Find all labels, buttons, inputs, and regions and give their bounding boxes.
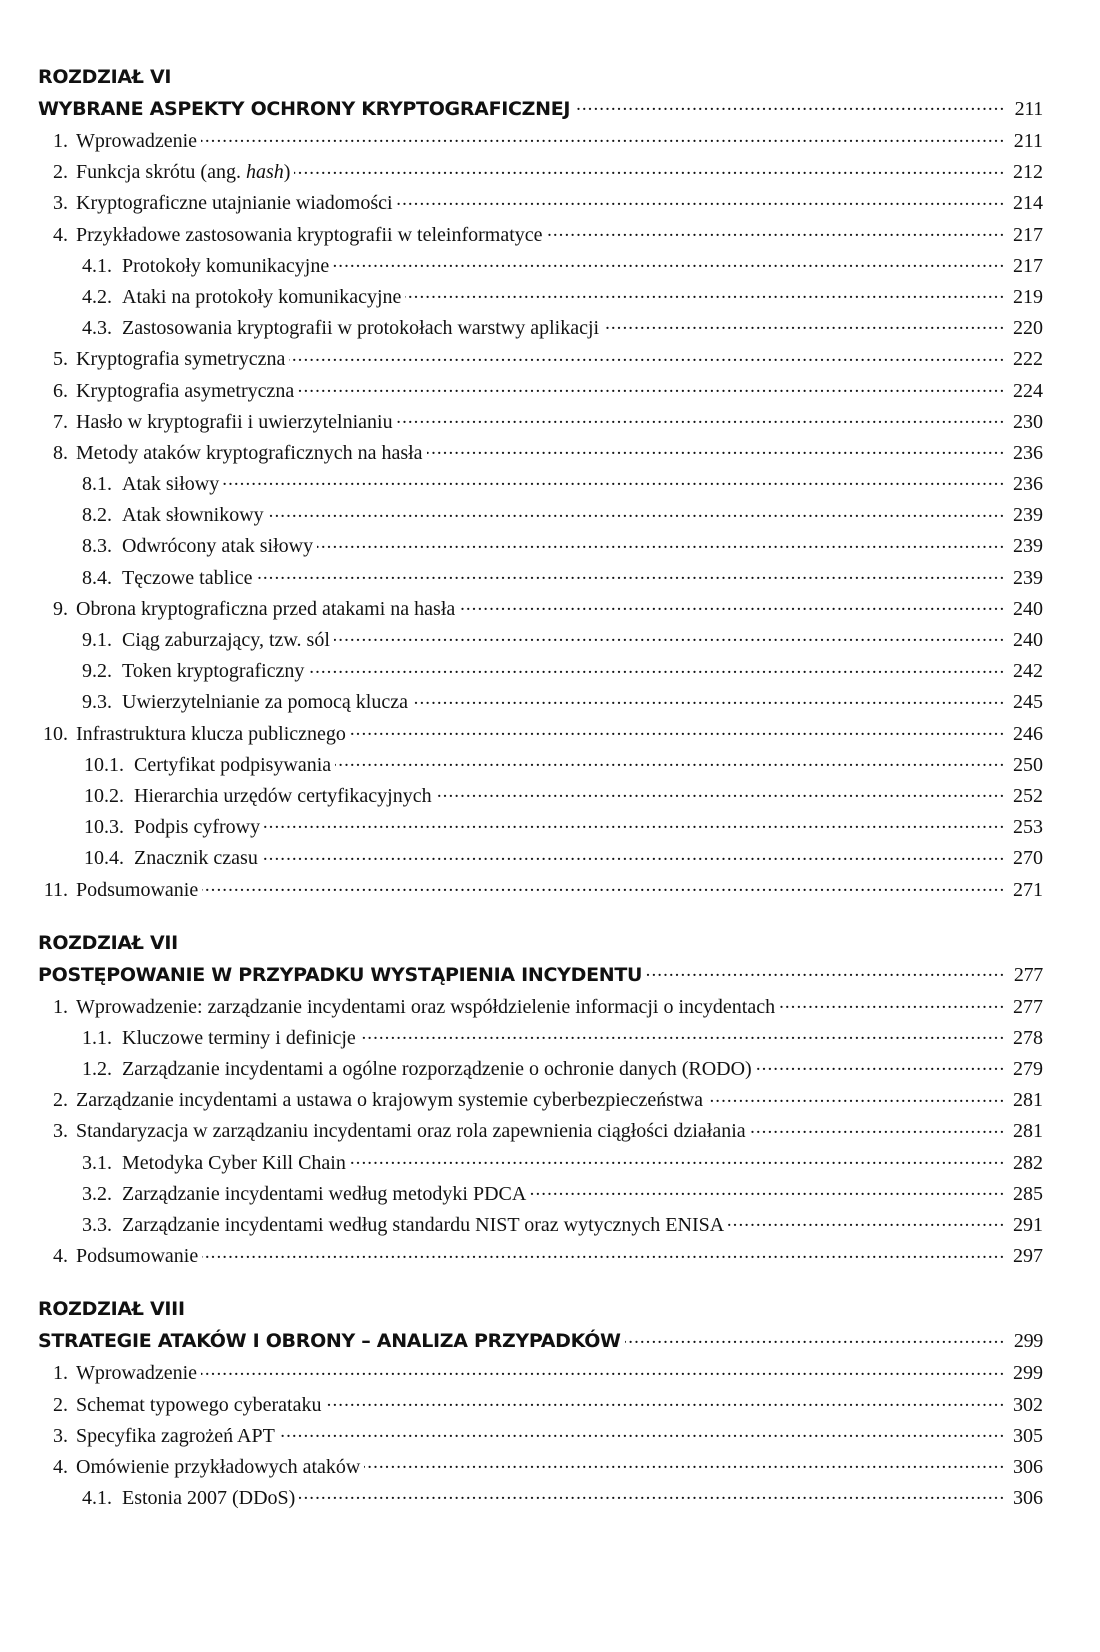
- page-number: 277: [1013, 995, 1043, 1018]
- chapter-title-row[interactable]: [38, 1324, 1043, 1358]
- toc-entry[interactable]: [38, 1054, 1043, 1085]
- dot-leader: [325, 1391, 1003, 1411]
- entry-title-text: Hasło w kryptografii i uwierzytelnianiu: [76, 410, 393, 433]
- page-number: 239: [1013, 504, 1043, 527]
- entry-list: [38, 1358, 1043, 1514]
- entry-number: 4.: [53, 1245, 68, 1268]
- entry-number: 2.: [53, 1089, 68, 1112]
- entry-title-text: Protokoły komunikacyjne: [122, 254, 330, 277]
- entry-number: 10.3.: [84, 816, 124, 839]
- entry-title: [76, 1390, 321, 1421]
- entry-title: [122, 313, 599, 344]
- entry-title-text: Estonia 2007 (DDoS): [122, 1487, 296, 1510]
- entry-number: 7.: [53, 410, 68, 433]
- page-number: 279: [1013, 1058, 1043, 1081]
- entry-number: 1.1.: [82, 1026, 112, 1049]
- entry-title-text: Ciąg zaburzający, tzw. sól: [122, 629, 330, 651]
- entry-title: [76, 376, 294, 407]
- toc-entry[interactable]: [38, 812, 1043, 843]
- page-number: 212: [1013, 161, 1043, 184]
- page-number: 285: [1013, 1182, 1043, 1205]
- toc-entry[interactable]: [38, 1390, 1043, 1421]
- page-number: 299: [1013, 1330, 1043, 1353]
- entry-title: [122, 531, 313, 562]
- entry-title: [122, 1179, 526, 1210]
- toc-entry[interactable]: [38, 656, 1043, 687]
- entry-title-text: Wprowadzenie: [76, 130, 198, 152]
- page-number: 217: [1013, 223, 1043, 246]
- toc-entry[interactable]: [38, 407, 1043, 438]
- dot-leader: [308, 657, 1003, 677]
- page-number: 270: [1013, 847, 1043, 870]
- entry-number: 6.: [53, 379, 68, 402]
- dot-leader: [756, 1055, 1003, 1075]
- toc-entry[interactable]: [38, 992, 1043, 1023]
- page-number: 282: [1013, 1151, 1043, 1174]
- entry-number: 4.1.: [82, 1487, 112, 1510]
- page-number: 240: [1013, 629, 1043, 651]
- entry-title-text: Obrona kryptograficzna przed atakami na hasła: [76, 597, 456, 620]
- dot-leader: [397, 408, 1003, 428]
- toc-entry[interactable]: [38, 1241, 1043, 1272]
- entry-number: 3.: [53, 1120, 68, 1143]
- entry-title: [76, 992, 775, 1023]
- dot-leader: [750, 1117, 1003, 1137]
- page-number: 277: [1013, 963, 1043, 986]
- toc-entry[interactable]: [38, 344, 1043, 375]
- chapter-title: WYBRANE ASPEKTY OCHRONY KRYPTOGRAFICZNEJ: [38, 98, 571, 120]
- entry-title-text: Atak słownikowy: [122, 504, 264, 527]
- entry-title-text: Omówienie przykładowych ataków: [76, 1455, 361, 1478]
- entry-number: 3.1.: [82, 1151, 112, 1174]
- entry-title-text: Zarządzanie incydentami a ustawa o krajowym systemie cyberbezpieczeństwa: [76, 1089, 703, 1112]
- dot-leader: [335, 751, 1003, 771]
- toc-entry[interactable]: [38, 750, 1043, 781]
- page-number: 211: [1013, 130, 1043, 152]
- dot-leader: [201, 1359, 1003, 1379]
- entry-number: 4.: [53, 223, 68, 246]
- toc-entry[interactable]: [38, 687, 1043, 718]
- page-number: 214: [1013, 192, 1043, 215]
- chapter-8: [38, 1294, 1043, 1514]
- entry-title: [76, 157, 290, 188]
- dot-leader: [256, 564, 1003, 584]
- entry-number: 3.: [53, 192, 68, 215]
- entry-title-text: Certyfikat podpisywania: [134, 753, 332, 776]
- entry-title-text: Kryptografia asymetryczna: [76, 379, 295, 402]
- dot-leader: [264, 813, 1003, 833]
- entry-title-text: Podsumowanie: [76, 878, 199, 901]
- entry-title-text: Token kryptograficzny: [122, 660, 305, 683]
- entry-title-text: Zarządzanie incydentami według metodyki PDCA: [122, 1182, 527, 1205]
- entry-number: 4.: [53, 1455, 68, 1478]
- toc-entry[interactable]: [38, 781, 1043, 812]
- entry-number: 1.: [53, 130, 68, 152]
- entry-title-suffix: ): [283, 161, 291, 184]
- entry-title: [122, 282, 401, 313]
- page-number: 211: [1014, 98, 1043, 120]
- entry-title: [76, 1116, 746, 1147]
- entry-title: [134, 843, 258, 874]
- entry-title-italic: hash: [245, 161, 284, 184]
- dot-leader: [268, 501, 1003, 521]
- toc-entry[interactable]: [38, 1358, 1043, 1389]
- dot-leader: [317, 532, 1003, 552]
- page-number: 306: [1013, 1455, 1043, 1478]
- dot-leader: [436, 782, 1003, 802]
- toc-entry[interactable]: [38, 126, 1043, 157]
- entry-title-text: Kluczowe terminy i definicje: [122, 1026, 356, 1049]
- chapter-6: [38, 62, 1043, 906]
- page-number: 253: [1013, 816, 1043, 839]
- entry-title-text: Infrastruktura klucza publicznego: [76, 722, 346, 745]
- page-number: 299: [1013, 1362, 1043, 1385]
- entry-title-text: Hierarchia urzędów certyfikacyjnych: [134, 784, 432, 807]
- page-number: 239: [1013, 566, 1043, 589]
- entry-title-text: Odwrócony atak siłowy: [122, 535, 314, 558]
- entry-title: [122, 1023, 356, 1054]
- entry-title-text: Tęczowe tablice: [122, 566, 253, 589]
- entry-number: 10.: [43, 722, 68, 745]
- page-number: 305: [1013, 1424, 1043, 1447]
- entry-number: 8.1.: [82, 473, 112, 496]
- entry-title-text: Przykładowe zastosowania kryptografii w teleinformatyce: [76, 223, 543, 246]
- entry-title: [122, 251, 329, 282]
- entry-number: 9.3.: [82, 691, 112, 714]
- table-of-contents: [38, 62, 1043, 1536]
- entry-number: 4.1.: [82, 254, 112, 277]
- entry-title-text: Kryptograficzne utajnianie wiadomości: [76, 192, 393, 215]
- entry-number: 8.3.: [82, 535, 112, 558]
- entry-number: 4.3.: [82, 317, 112, 340]
- page-number: 291: [1013, 1214, 1043, 1236]
- entry-title: [122, 656, 304, 687]
- toc-entry[interactable]: [38, 1023, 1043, 1054]
- dot-leader: [646, 962, 1003, 981]
- dot-leader: [334, 626, 1003, 646]
- toc-entry[interactable]: [38, 220, 1043, 251]
- page-number: 306: [1013, 1487, 1043, 1510]
- entry-title-text: Znacznik czasu: [134, 847, 258, 870]
- entry-number: 3.3.: [82, 1214, 112, 1236]
- entry-title-text: Zarządzanie incydentami a ogólne rozporządzenie o ochronie danych (RODO): [122, 1058, 752, 1081]
- entry-number: 9.: [53, 597, 68, 620]
- dot-leader: [298, 377, 1003, 397]
- toc-entry[interactable]: [38, 1210, 1043, 1241]
- page-number: 297: [1013, 1245, 1043, 1268]
- dot-leader: [289, 345, 1003, 365]
- entry-title: [122, 500, 264, 531]
- toc-entry[interactable]: [38, 1483, 1043, 1514]
- dot-leader: [728, 1211, 1003, 1231]
- page-number: 245: [1013, 691, 1043, 714]
- dot-leader: [333, 252, 1003, 272]
- dot-leader: [427, 439, 1003, 459]
- dot-leader: [223, 470, 1003, 490]
- entry-number: 3.: [53, 1424, 68, 1447]
- dot-leader: [625, 1328, 1003, 1347]
- chapter-label: ROZDZIAŁ VIII: [38, 1298, 185, 1321]
- entry-title: [122, 687, 408, 718]
- toc-entry[interactable]: [38, 1148, 1043, 1179]
- dot-leader: [459, 595, 1003, 615]
- entry-number: 2.: [53, 1393, 68, 1416]
- toc-entry[interactable]: [38, 531, 1043, 562]
- entry-number: 8.4.: [82, 566, 112, 589]
- page-number: 236: [1013, 473, 1043, 496]
- chapter-title-row[interactable]: [38, 92, 1043, 126]
- chapter-label: ROZDZIAŁ VII: [38, 931, 178, 954]
- dot-leader: [412, 688, 1003, 708]
- entry-number: 11.: [43, 878, 68, 901]
- dot-leader: [397, 189, 1003, 209]
- entry-title: [76, 1358, 197, 1389]
- dot-leader: [279, 1422, 1003, 1442]
- page-number: 302: [1013, 1393, 1043, 1416]
- entry-title: [122, 1054, 752, 1085]
- entry-number: 2.: [53, 161, 68, 184]
- entry-title-text: Zarządzanie incydentami według standardu NIST oraz wytycznych ENISA: [122, 1214, 725, 1236]
- dot-leader: [364, 1453, 1003, 1473]
- page-number: 220: [1013, 317, 1043, 340]
- entry-number: 8.2.: [82, 504, 112, 527]
- dot-leader: [202, 1242, 1003, 1262]
- toc-entry[interactable]: [38, 843, 1043, 874]
- toc-entry[interactable]: [38, 469, 1043, 500]
- toc-entry[interactable]: [38, 251, 1043, 282]
- dot-leader: [707, 1086, 1003, 1106]
- entry-title: [76, 220, 543, 251]
- page-number: 236: [1013, 441, 1043, 464]
- entry-number: 5.: [53, 348, 68, 371]
- page-number: 219: [1013, 285, 1043, 308]
- entry-number: 1.: [53, 1362, 68, 1385]
- entry-title: [76, 1241, 198, 1272]
- toc-entry[interactable]: [38, 563, 1043, 594]
- page-number: 240: [1013, 597, 1043, 620]
- entry-title: [76, 594, 455, 625]
- entry-title-text: Metody ataków kryptograficznych na hasła: [76, 441, 423, 464]
- dot-leader: [294, 158, 1003, 178]
- chapter-title-row[interactable]: [38, 958, 1043, 992]
- dot-leader: [405, 283, 1003, 303]
- entry-title: [76, 438, 423, 469]
- entry-title: [76, 719, 346, 750]
- chapter-label: ROZDZIAŁ VI: [38, 66, 172, 88]
- entry-title: [76, 344, 285, 375]
- toc-entry[interactable]: [38, 188, 1043, 219]
- toc-entry[interactable]: [38, 1421, 1043, 1452]
- entry-title: [122, 1148, 346, 1179]
- entry-title: [134, 781, 432, 812]
- dot-leader: [530, 1180, 1003, 1200]
- entry-number: 9.2.: [82, 660, 112, 683]
- dot-leader: [201, 127, 1003, 147]
- entry-number: 10.1.: [84, 753, 124, 776]
- page-number: 222: [1013, 348, 1043, 371]
- dot-leader: [262, 844, 1003, 864]
- entry-title: [76, 1085, 703, 1116]
- page-number: 239: [1013, 535, 1043, 558]
- entry-number: 3.2.: [82, 1182, 112, 1205]
- toc-entry[interactable]: [38, 282, 1043, 313]
- entry-title-text: Standaryzacja w zarządzaniu incydentami oraz rola zapewnienia ciągłości działania: [76, 1120, 746, 1143]
- toc-entry[interactable]: [38, 500, 1043, 531]
- entry-title: [134, 750, 331, 781]
- dot-leader: [574, 96, 1003, 115]
- toc-entry[interactable]: [38, 625, 1043, 656]
- page-number: 242: [1013, 660, 1043, 683]
- entry-title-text: Zastosowania kryptografii w protokołach warstwy aplikacji: [122, 317, 600, 340]
- entry-list: [38, 126, 1043, 906]
- entry-title: [76, 407, 393, 438]
- entry-title-text: Podsumowanie: [76, 1245, 199, 1268]
- entry-title: [122, 1210, 724, 1241]
- entry-title: [122, 563, 252, 594]
- entry-number: 1.2.: [82, 1058, 112, 1081]
- dot-leader: [350, 1149, 1003, 1169]
- entry-number: 9.1.: [82, 629, 112, 651]
- entry-number: 10.4.: [84, 847, 124, 870]
- entry-title-text: Funkcja skrótu (ang.: [76, 161, 246, 184]
- toc-entry[interactable]: [38, 376, 1043, 407]
- dot-leader: [350, 720, 1003, 740]
- page-number: 246: [1013, 722, 1043, 745]
- toc-entry[interactable]: [38, 719, 1043, 750]
- chapter-7: [38, 928, 1043, 1273]
- entry-title: [76, 1421, 275, 1452]
- dot-leader: [299, 1484, 1003, 1504]
- page-number: 224: [1013, 379, 1043, 402]
- entry-title: [76, 875, 198, 906]
- entry-number: 1.: [53, 995, 68, 1018]
- page-number: 281: [1013, 1089, 1043, 1112]
- dot-leader: [547, 221, 1003, 241]
- chapter-title: POSTĘPOWANIE W PRZYPADKU WYSTĄPIENIA INCYDENTU: [38, 963, 643, 986]
- page-number: 250: [1013, 753, 1043, 776]
- entry-number: 8.: [53, 441, 68, 464]
- toc-entry[interactable]: [38, 875, 1043, 906]
- entry-number: 10.2.: [84, 784, 124, 807]
- entry-title-text: Schemat typowego cyberataku: [76, 1393, 322, 1416]
- entry-title-text: Ataki na protokoły komunikacyjne: [122, 285, 402, 308]
- entry-title-text: Wprowadzenie: [76, 1362, 198, 1385]
- page-number: 230: [1013, 410, 1043, 433]
- page-number: 252: [1013, 784, 1043, 807]
- entry-title-text: Podpis cyfrowy: [134, 816, 261, 839]
- entry-title-text: Kryptografia symetryczna: [76, 348, 286, 371]
- toc-entry[interactable]: [38, 1452, 1043, 1483]
- entry-title-text: Wprowadzenie: zarządzanie incydentami oraz współdzielenie informacji o incydentach: [76, 995, 776, 1018]
- entry-number: 4.2.: [82, 285, 112, 308]
- entry-title-text: Uwierzytelnianie za pomocą klucza: [122, 691, 408, 714]
- toc-entry[interactable]: [38, 313, 1043, 344]
- toc-entry[interactable]: [38, 594, 1043, 625]
- entry-title: [122, 469, 219, 500]
- dot-leader: [202, 876, 1003, 896]
- dot-leader: [603, 314, 1003, 334]
- entry-title-text: Specyfika zagrożeń APT: [76, 1424, 275, 1447]
- chapter-title: STRATEGIE ATAKÓW I OBRONY – ANALIZA PRZYPADKÓW: [38, 1330, 621, 1353]
- entry-title-text: Atak siłowy: [122, 473, 220, 496]
- page-number: 281: [1013, 1120, 1043, 1143]
- toc-entry[interactable]: [38, 1085, 1043, 1116]
- page-number: 271: [1013, 878, 1043, 901]
- entry-title: [76, 1452, 360, 1483]
- entry-list: [38, 992, 1043, 1273]
- toc-entry[interactable]: [38, 157, 1043, 188]
- page-number: 217: [1013, 254, 1043, 277]
- entry-title-text: Metodyka Cyber Kill Chain: [122, 1151, 346, 1174]
- entry-title: [76, 126, 197, 157]
- entry-title: [76, 188, 393, 219]
- entry-title: [122, 625, 330, 656]
- entry-title: [134, 812, 260, 843]
- toc-entry[interactable]: [38, 1179, 1043, 1210]
- page-number: 278: [1013, 1026, 1043, 1049]
- toc-entry[interactable]: [38, 438, 1043, 469]
- entry-title: [122, 1483, 295, 1514]
- dot-leader: [360, 1024, 1003, 1044]
- dot-leader: [779, 993, 1003, 1013]
- toc-entry[interactable]: [38, 1116, 1043, 1147]
